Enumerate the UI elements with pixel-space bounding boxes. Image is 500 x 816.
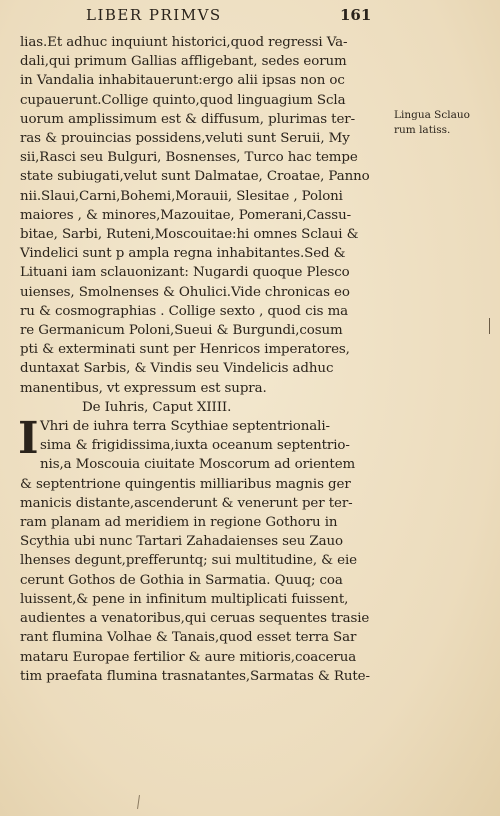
text-line: ras & prouincias possidens,veluti sunt Seruii, My: [20, 131, 350, 147]
text-line: lias.Et adhuc inquiunt historici,quod regressi Va‑: [20, 35, 348, 50]
text-line: audientes a venatoribus,qui ceruas sequentes trasie: [20, 611, 370, 627]
marginal-note-line: Lingua Sclauo: [394, 109, 470, 121]
text-line: rant flumina Volhae & Tanais,quod esset terra Sar: [20, 630, 357, 646]
marginal-note-line: rum latiss.: [394, 124, 451, 136]
text-line: ram planam ad meridiem in regione Gothoru in: [20, 515, 338, 531]
text-line: bitae, Sarbi, Ruteni,Moscouitae:hi omnes Sclaui &: [20, 227, 359, 243]
text-line: manicis distante,ascenderunt & venerunt per ter‑: [20, 495, 353, 511]
text-line: Scythia ubi nunc Tartari Zahadaienses seu Zauo: [20, 534, 343, 550]
text-line: re Germanicum Poloni,Sueui & Burgundi,cosum: [20, 323, 343, 339]
main-text-block: [20, 33, 392, 686]
text-line: cerunt Gothos de Gothia in Sarmatia. Quuq; coa: [20, 572, 343, 588]
text-line: sii,Rasci seu Bulguri, Bosnenses, Turco hac tempe: [20, 150, 358, 166]
page-number: 161: [340, 6, 372, 24]
text-line: state subiugati,velut sunt Dalmatae, Croatae, Panno: [20, 169, 370, 185]
chapter-heading: De Iuhris, Caput XIIII.: [82, 399, 232, 415]
chapter-opening: [18, 413, 392, 475]
text-line: cupauerunt.Collige quinto,quod linguagium Scla: [20, 92, 346, 108]
ink-mark: [137, 795, 140, 809]
text-line: uorum amplissimum est & diffusum, plurimas ter‑: [20, 111, 355, 127]
text-line: manentibus, vt expressum est supra.: [20, 380, 267, 396]
text-line: sima & frigidissima,iuxta oceanum septentrio‑: [40, 438, 350, 454]
text-line: duntaxat Sarbis, & Vindis seu Vindelicis adhuc: [20, 361, 334, 377]
text-line: Lituani iam sclauonizant: Nugardi quoque Plesco: [20, 265, 350, 281]
marginal-note: [394, 108, 494, 138]
text-line: Vhri de iuhra terra Scythiae septentrionali‑: [40, 419, 330, 435]
text-line: in Vandalia inhabitauerunt:ergo alii ipsas non oc: [20, 73, 345, 89]
text-line: lhenses degunt,prefferuntq; sui multitudine, & eie: [20, 553, 357, 569]
running-title: LIBER PRIMVS: [86, 6, 222, 24]
text-line: uienses, Smolnenses & Ohulici.Vide chronicas eo: [20, 284, 350, 300]
text-line: tim praefata flumina trasnatantes,Sarmatas & Rute‑: [20, 668, 370, 684]
text-line: dali,qui primum Gallias affligebant, sedes eorum: [20, 54, 347, 70]
margin-mark: [489, 318, 490, 334]
text-line: Vindelici sunt p ampla regna inhabitantes.Sed &: [20, 246, 346, 262]
text-line: & septentrione quingentis milliaribus magnis ger: [20, 476, 351, 492]
drop-capital: I: [18, 413, 39, 465]
text-line: nis,a Moscouia ciuitate Moscorum ad orientem: [40, 457, 356, 473]
text-line: ru & cosmographias . Collige sexto , quod cis ma: [20, 303, 349, 319]
text-line: pti & exterminati sunt per Henricos imperatores,: [20, 342, 350, 358]
text-line: mataru Europae fertilior & aure mitioris,coacerua: [20, 649, 357, 665]
text-line: luissent,& pene in infinitum multiplicati fuissent,: [20, 591, 349, 607]
text-line: nii.Slaui,Carni,Bohemi,Morauii, Slesitae , Poloni: [20, 188, 343, 204]
text-line: maiores , & minores,Mazouitae, Pomerani,Cassu‑: [20, 207, 352, 223]
